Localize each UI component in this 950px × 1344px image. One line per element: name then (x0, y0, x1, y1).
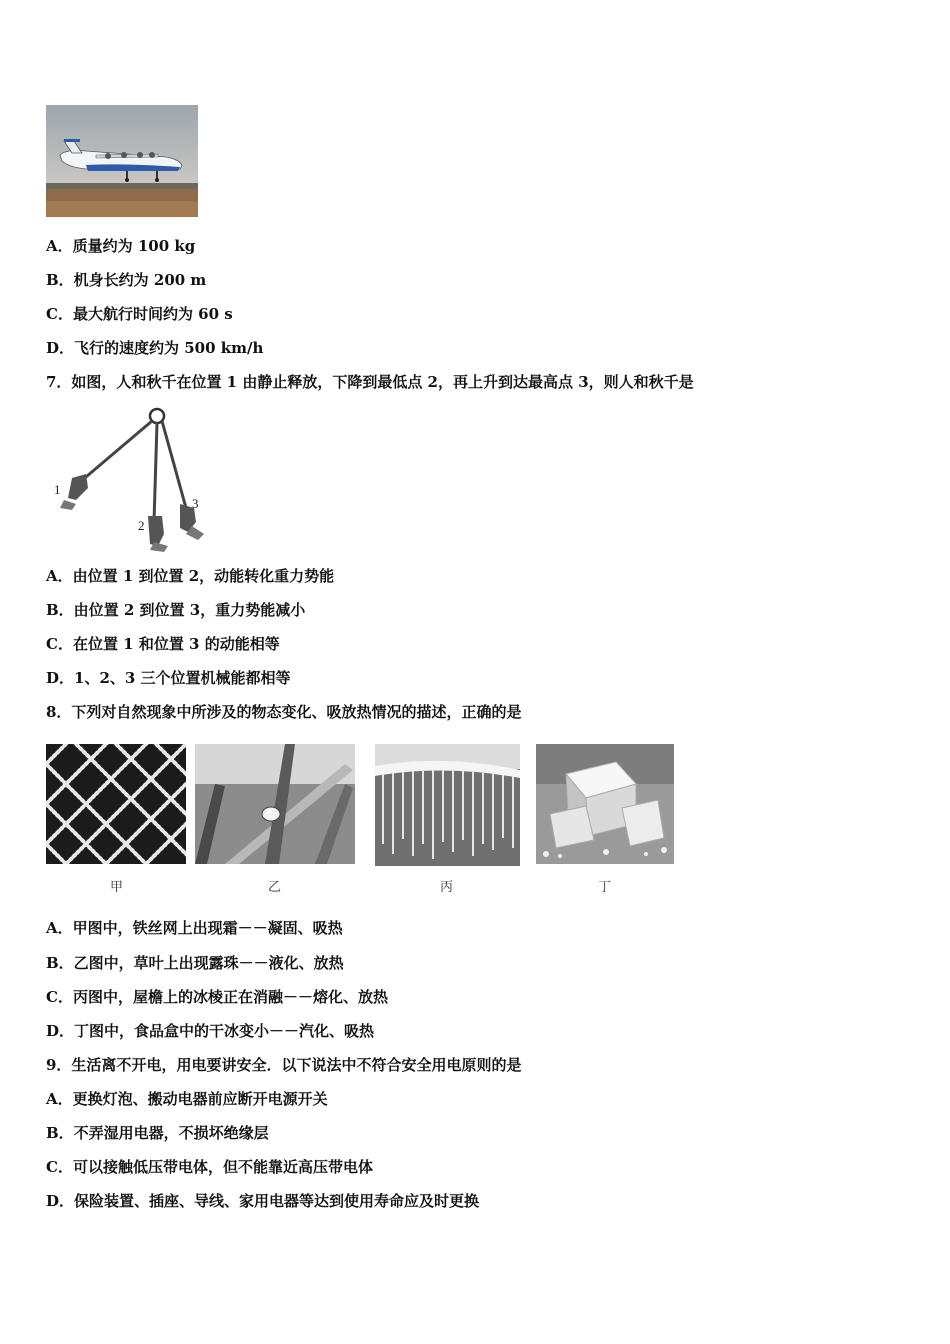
q8-option-a: A．甲图中，铁丝网上出现霜－－凝固、吸热 (46, 919, 343, 937)
q9-option-b: B．不弄湿用电器，不损坏绝缘层 (46, 1124, 269, 1142)
q9-option-d: D．保险装置、插座、导线、家用电器等达到使用寿命应及时更换 (46, 1192, 480, 1210)
swing-diagram (46, 404, 216, 554)
q7-question: 7．如图，人和秋千在位置 1 由静止释放，下降到最低点 2，再上升到达最高点 3，则人和秋千是 (46, 373, 694, 391)
q7-option-a: A．由位置 1 到位置 2，动能转化重力势能 (46, 567, 335, 585)
q7-option-d: D．1、2、3 三个位置机械能都相等 (46, 669, 291, 687)
caption-bing: 丙 (440, 880, 454, 895)
swing-label-3: 3 (192, 496, 199, 511)
swing-label-1: 1 (54, 482, 61, 497)
q8-option-b: B．乙图中，草叶上出现露珠－－液化、放热 (46, 954, 344, 972)
dry-ice-photo (536, 744, 674, 864)
caption-jia: 甲 (110, 880, 124, 895)
q9-option-a: A．更换灯泡、搬动电器前应断开电源开关 (46, 1090, 328, 1108)
q6-option-d: D．飞行的速度约为 500 km/h (46, 339, 264, 357)
melting-icicles-photo (375, 744, 520, 866)
q7-option-c: C．在位置 1 和位置 3 的动能相等 (46, 635, 280, 653)
q7-option-b: B．由位置 2 到位置 3，重力势能减小 (46, 601, 306, 619)
q8-question: 8．下列对自然现象中所涉及的物态变化、吸放热情况的描述，正确的是 (46, 703, 522, 721)
dew-on-grass-photo (195, 744, 355, 864)
q6-option-a: A．质量约为 100 kg (46, 237, 196, 255)
caption-yi: 乙 (268, 880, 282, 895)
swing-label-2: 2 (138, 518, 145, 533)
frost-wire-mesh-photo (46, 744, 186, 864)
q6-option-c: C．最大航行时间约为 60 s (46, 305, 233, 323)
q8-option-d: D．丁图中，食品盒中的干冰变小－－汽化、吸热 (46, 1022, 375, 1040)
seaplane-photo (46, 105, 198, 217)
q8-option-c: C．丙图中，屋檐上的冰棱正在消融－－熔化、放热 (46, 988, 388, 1006)
q6-option-b: B．机身长约为 200 m (46, 271, 207, 289)
caption-ding: 丁 (598, 880, 612, 895)
q9-question: 9．生活离不开电，用电要讲安全．以下说法中不符合安全用电原则的是 (46, 1056, 522, 1074)
q9-option-c: C．可以接触低压带电体，但不能靠近高压带电体 (46, 1158, 373, 1176)
